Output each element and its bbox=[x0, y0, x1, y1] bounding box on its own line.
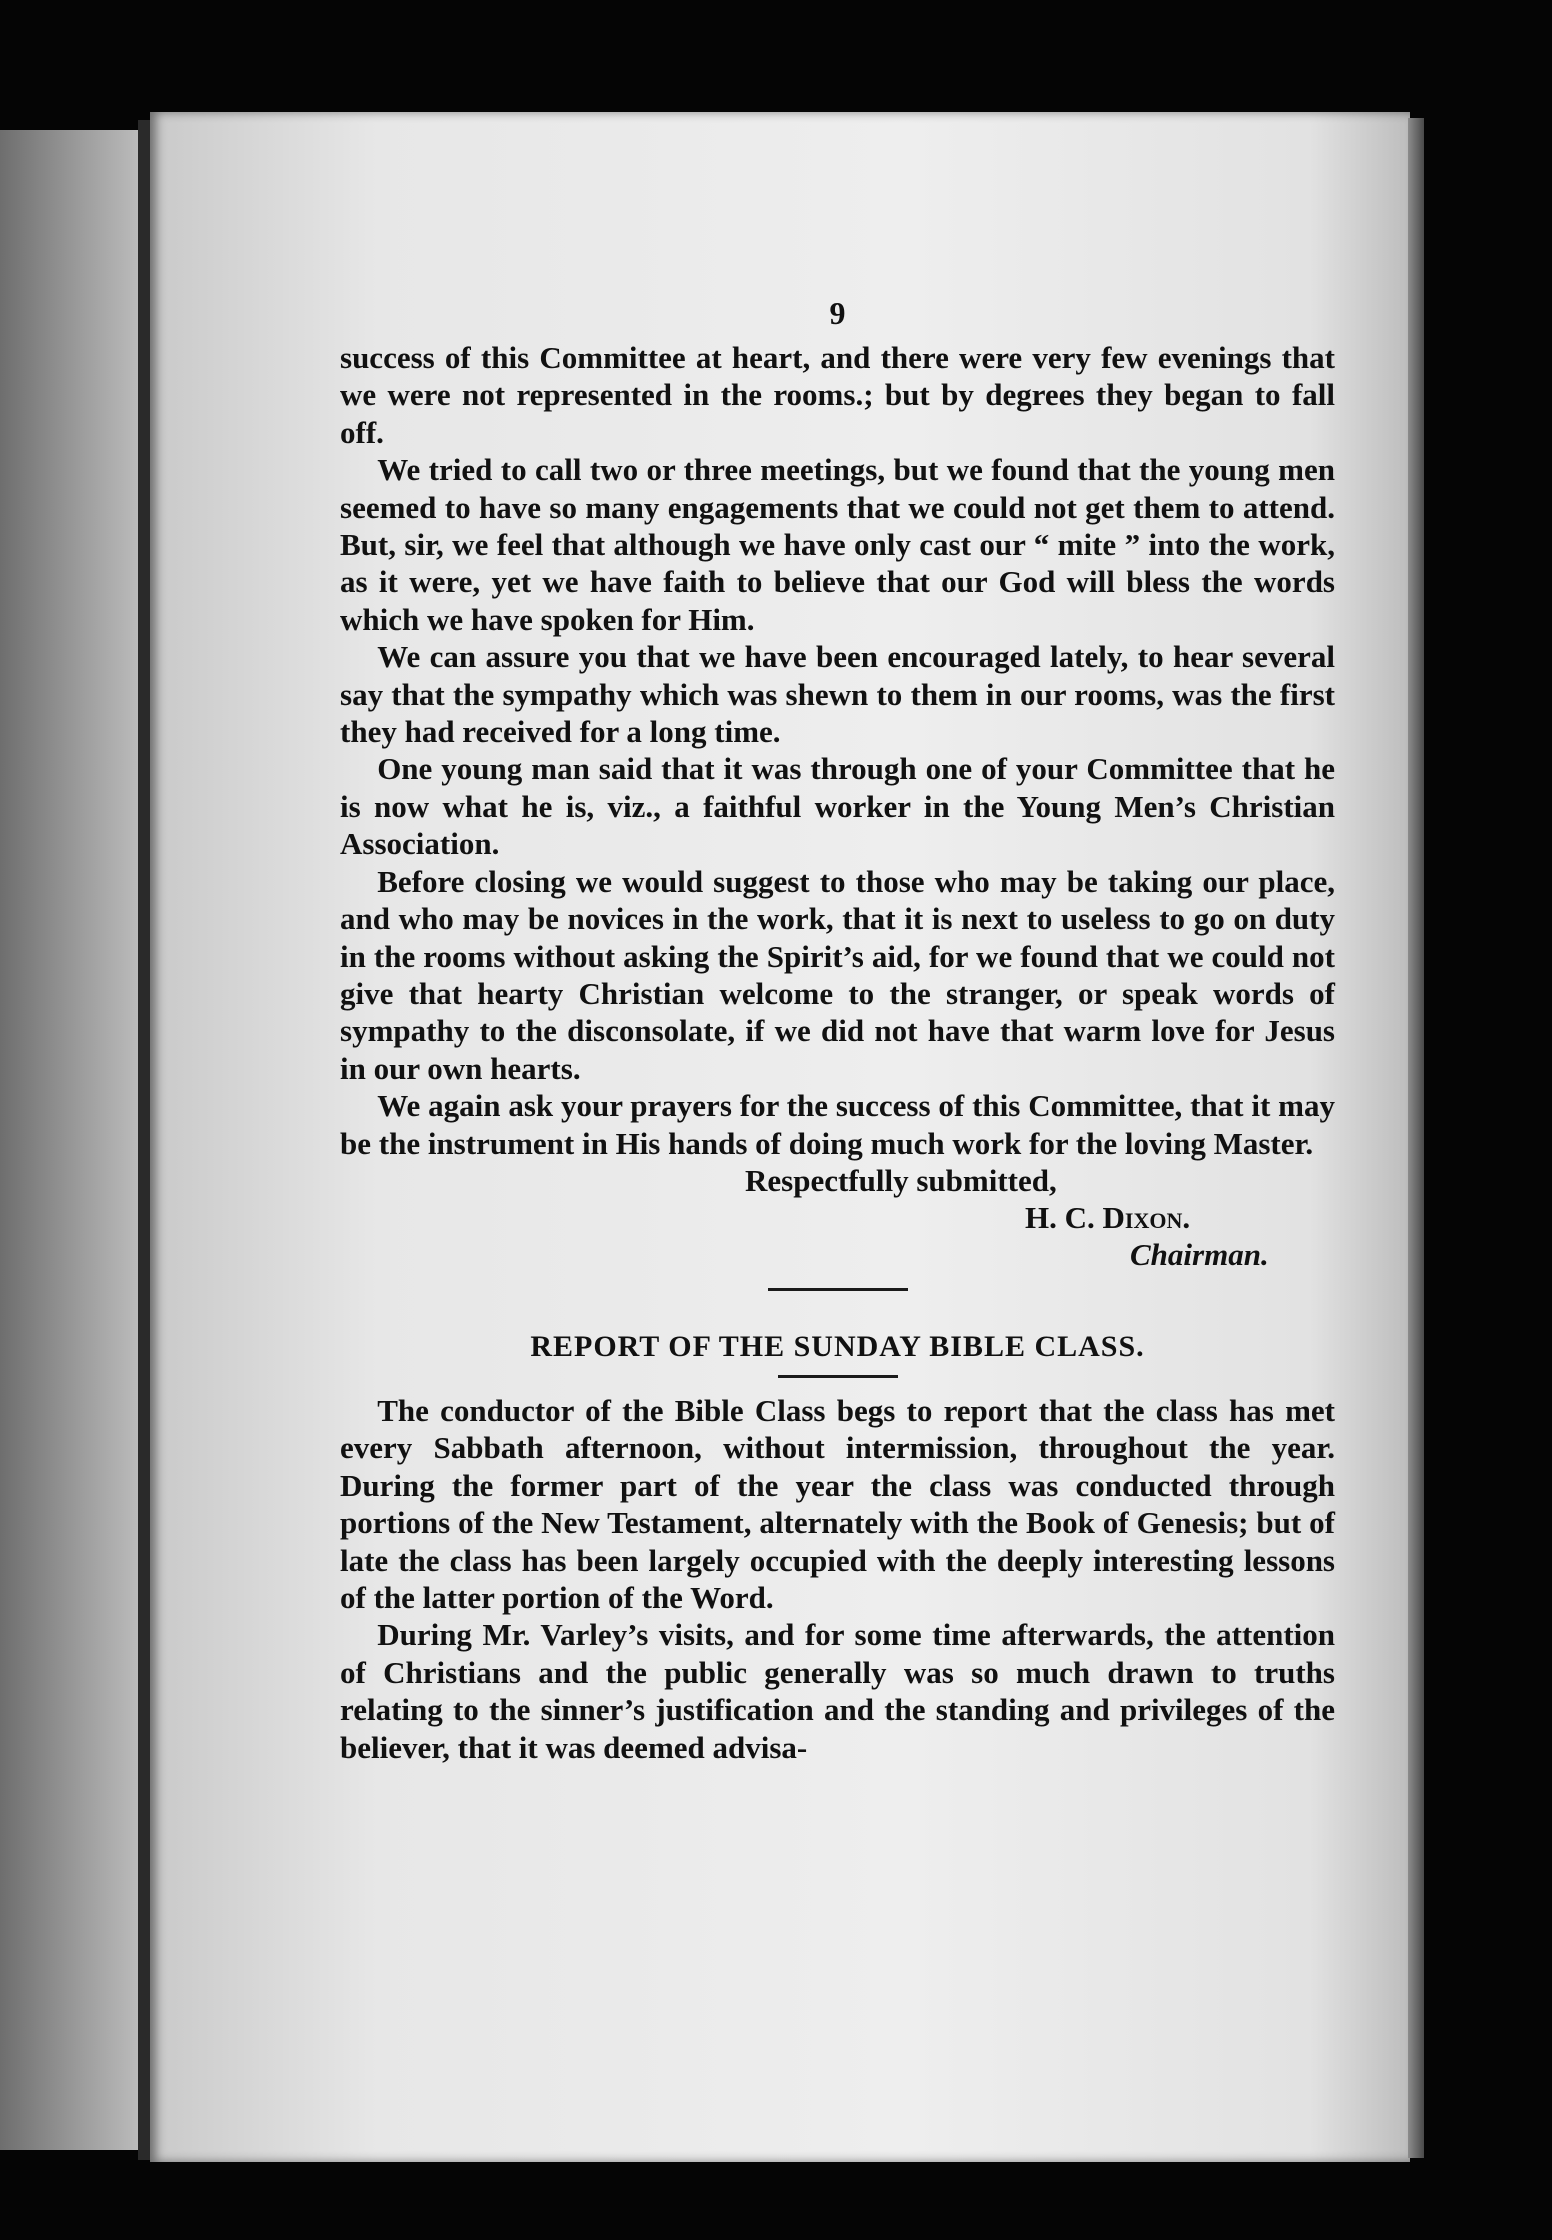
signer-name: H. C. Dixon. bbox=[1025, 1199, 1191, 1235]
left-page-edge bbox=[0, 130, 140, 2150]
paragraph: During Mr. Varley’s visits, and for some time afterwards, the attention of Christians and the public generally was so much drawn to truths relating to the sinner’s justification and the standing and privileges of the believer, that it was deemed advisa- bbox=[340, 1617, 1335, 1765]
paragraph: Before closing we would suggest to those who may be taking our place, and who may be novices in the work, that it is next to useless to go on duty in the rooms without asking the Spirit’s aid, for we found that we could not give that hearty Christian welcome to the stranger, or speak words of sympathy to the disconsolate, if we did not have that warm love for Jesus in our own hearts. bbox=[340, 863, 1335, 1086]
section-divider bbox=[768, 1288, 908, 1291]
heading-underline bbox=[778, 1375, 898, 1378]
paragraph: We tried to call two or three meetings, but we found that the young men seemed to have so many engagements that we could not get them to attend. But, sir, we feel that although we have only cast our “ mite ” into the work, as it were, yet we have faith to believe that our God will bless the words which we have spoken for Him. bbox=[340, 452, 1335, 637]
page-edge-shadow bbox=[1408, 118, 1424, 2158]
paragraph: One young man said that it was through one of your Committee that he is now what he is, viz., a faithful worker in the Young Men’s Christian Association. bbox=[340, 751, 1335, 862]
page-number: 9 bbox=[829, 295, 846, 331]
closing-line: Respectfully submitted, bbox=[745, 1162, 1057, 1198]
page-text bbox=[340, 295, 1335, 1766]
section-heading: REPORT OF THE SUNDAY BIBLE CLASS. bbox=[530, 1329, 1145, 1363]
committee-report bbox=[340, 339, 1335, 1274]
paragraph: We again ask your prayers for the success of this Committee, that it may be the instrument in His hands of doing much work for the loving Master. bbox=[340, 1088, 1335, 1161]
signer-role: Chairman. bbox=[1130, 1236, 1269, 1272]
paragraph: success of this Committee at heart, and there were very few evenings that we were not represented in the rooms.; but by degrees they began to fall off. bbox=[340, 340, 1335, 450]
paragraph: The conductor of the Bible Class begs to report that the class has met every Sabbath afternoon, without intermission, throughout the year. During the former part of the year the class was conducted through portions of the New Testament, alternately with the Book of Genesis; but of late the class has been largely occupied with the deeply interesting lessons of the latter portion of the Word. bbox=[340, 1392, 1335, 1615]
bible-class-report bbox=[340, 1392, 1335, 1766]
paragraph: We can assure you that we have been encouraged lately, to hear several say that the sympathy which was shewn to them in our rooms, was the first they had received for a long time. bbox=[340, 639, 1335, 750]
signoff bbox=[340, 1162, 1335, 1274]
